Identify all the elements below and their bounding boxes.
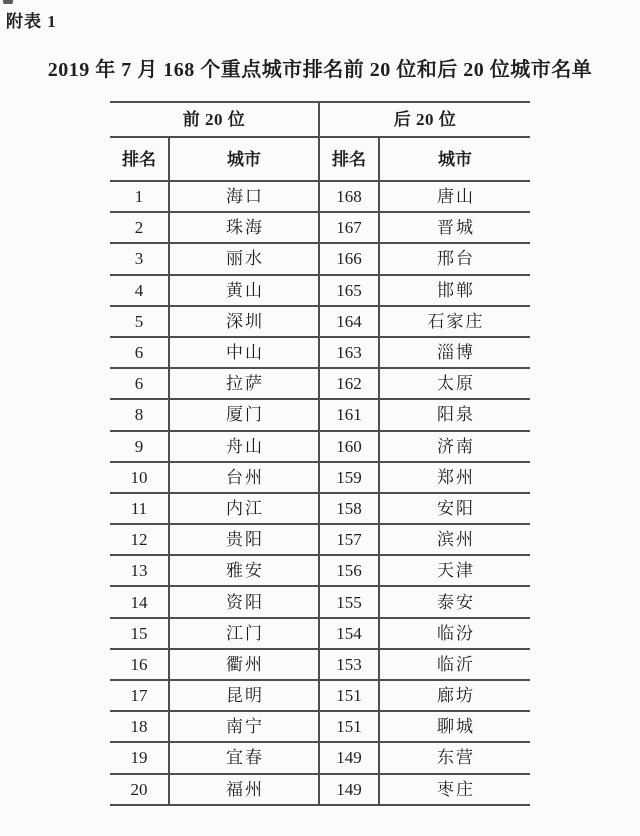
bottom-rank-cell: 153 — [320, 650, 380, 679]
bottom-city-cell: 太原 — [437, 374, 475, 394]
table-row — [110, 775, 530, 806]
bottom-rank-cell: 156 — [320, 556, 380, 585]
top-rank-cell: 2 — [110, 213, 170, 242]
bottom-city-cell: 泰安 — [437, 592, 475, 612]
column-header-rank-right: 排名 — [320, 138, 380, 180]
table-body — [110, 182, 530, 806]
bottom-city-cell: 滨州 — [437, 530, 475, 550]
top-rank-cell: 17 — [110, 681, 170, 710]
top-city-cell: 厦门 — [170, 400, 320, 429]
top-city-cell: 珠海 — [170, 213, 320, 242]
group-header-bottom20: 后 20 位 — [393, 110, 457, 129]
table-row — [110, 307, 530, 338]
bottom-city-cell: 安阳 — [437, 498, 475, 518]
top-city-cell: 内江 — [170, 494, 320, 523]
table-row — [110, 338, 530, 369]
column-header-city-right: 城市 — [438, 149, 472, 169]
top-rank-cell: 18 — [110, 712, 170, 741]
group-header-row — [110, 103, 530, 138]
bottom-city-cell: 天津 — [437, 561, 475, 581]
bottom-rank-cell: 149 — [320, 775, 380, 804]
appendix-label: 附表 1 — [6, 12, 57, 31]
bottom-rank-cell: 166 — [320, 244, 380, 273]
table-row — [110, 494, 530, 525]
bottom-rank-cell: 168 — [320, 182, 380, 211]
table-row — [110, 619, 530, 650]
bottom-city-cell: 郑州 — [437, 467, 475, 487]
top-city-cell: 中山 — [170, 338, 320, 367]
top-city-cell: 南宁 — [170, 712, 320, 741]
table-row — [110, 276, 530, 307]
bottom-city-cell: 枣庄 — [437, 779, 475, 799]
top-rank-cell: 10 — [110, 463, 170, 492]
column-header-row — [110, 138, 530, 182]
top-rank-cell: 16 — [110, 650, 170, 679]
bottom-city-cell: 邯郸 — [437, 280, 475, 300]
scan-artifact-mark — [3, 0, 13, 4]
bottom-city-cell: 东营 — [437, 748, 475, 768]
bottom-rank-cell: 159 — [320, 463, 380, 492]
table-row — [110, 463, 530, 494]
top-city-cell: 海口 — [170, 182, 320, 211]
table-row — [110, 400, 530, 431]
table-row — [110, 587, 530, 618]
bottom-rank-cell: 158 — [320, 494, 380, 523]
table-row — [110, 743, 530, 774]
bottom-city-cell: 唐山 — [437, 187, 475, 207]
bottom-city-cell: 廊坊 — [437, 686, 475, 706]
top-rank-cell: 4 — [110, 276, 170, 305]
top-city-cell: 拉萨 — [170, 369, 320, 398]
table-row — [110, 182, 530, 213]
top-rank-cell: 19 — [110, 743, 170, 772]
city-ranking-table — [110, 101, 530, 806]
top-rank-cell: 20 — [110, 775, 170, 804]
bottom-city-cell: 淄博 — [437, 343, 475, 363]
page-title: 2019 年 7 月 168 个重点城市排名前 20 位和后 20 位城市名单 — [47, 59, 593, 81]
top-rank-cell: 11 — [110, 494, 170, 523]
table-row — [110, 650, 530, 681]
bottom-rank-cell: 164 — [320, 307, 380, 336]
top-city-cell: 资阳 — [170, 587, 320, 616]
table-row — [110, 556, 530, 587]
bottom-rank-cell: 151 — [320, 712, 380, 741]
top-city-cell: 深圳 — [170, 307, 320, 336]
top-city-cell: 舟山 — [170, 432, 320, 461]
bottom-rank-cell: 163 — [320, 338, 380, 367]
top-city-cell: 台州 — [170, 463, 320, 492]
top-rank-cell: 1 — [110, 182, 170, 211]
bottom-rank-cell: 160 — [320, 432, 380, 461]
bottom-city-cell: 济南 — [437, 436, 475, 456]
top-rank-cell: 5 — [110, 307, 170, 336]
table-row — [110, 369, 530, 400]
bottom-city-cell: 聊城 — [437, 717, 475, 737]
table-row — [110, 432, 530, 463]
bottom-rank-cell: 165 — [320, 276, 380, 305]
top-rank-cell: 12 — [110, 525, 170, 554]
top-rank-cell: 3 — [110, 244, 170, 273]
group-header-top20: 前 20 位 — [110, 103, 320, 136]
bottom-city-cell: 石家庄 — [427, 311, 485, 331]
top-city-cell: 宜春 — [170, 743, 320, 772]
top-city-cell: 雅安 — [170, 556, 320, 585]
top-city-cell: 衢州 — [170, 650, 320, 679]
bottom-rank-cell: 151 — [320, 681, 380, 710]
bottom-rank-cell: 157 — [320, 525, 380, 554]
top-rank-cell: 6 — [110, 338, 170, 367]
bottom-city-cell: 邢台 — [437, 249, 475, 269]
top-rank-cell: 15 — [110, 619, 170, 648]
bottom-city-cell: 晋城 — [437, 218, 475, 238]
bottom-city-cell: 临沂 — [437, 654, 475, 674]
bottom-city-cell: 阳泉 — [437, 405, 475, 425]
top-rank-cell: 9 — [110, 432, 170, 461]
top-city-cell: 贵阳 — [170, 525, 320, 554]
table-row — [110, 712, 530, 743]
table-row — [110, 681, 530, 712]
top-city-cell: 江门 — [170, 619, 320, 648]
top-city-cell: 黄山 — [170, 276, 320, 305]
top-rank-cell: 6 — [110, 369, 170, 398]
bottom-rank-cell: 167 — [320, 213, 380, 242]
column-header-rank-left: 排名 — [110, 138, 170, 180]
top-city-cell: 福州 — [170, 775, 320, 804]
table-row — [110, 244, 530, 275]
table-row — [110, 525, 530, 556]
bottom-rank-cell: 149 — [320, 743, 380, 772]
bottom-rank-cell: 162 — [320, 369, 380, 398]
bottom-rank-cell: 161 — [320, 400, 380, 429]
bottom-city-cell: 临汾 — [437, 623, 475, 643]
top-city-cell: 昆明 — [170, 681, 320, 710]
column-header-city-left: 城市 — [170, 138, 320, 180]
bottom-rank-cell: 155 — [320, 587, 380, 616]
top-city-cell: 丽水 — [170, 244, 320, 273]
top-rank-cell: 13 — [110, 556, 170, 585]
table-row — [110, 213, 530, 244]
top-rank-cell: 14 — [110, 587, 170, 616]
top-rank-cell: 8 — [110, 400, 170, 429]
bottom-rank-cell: 154 — [320, 619, 380, 648]
